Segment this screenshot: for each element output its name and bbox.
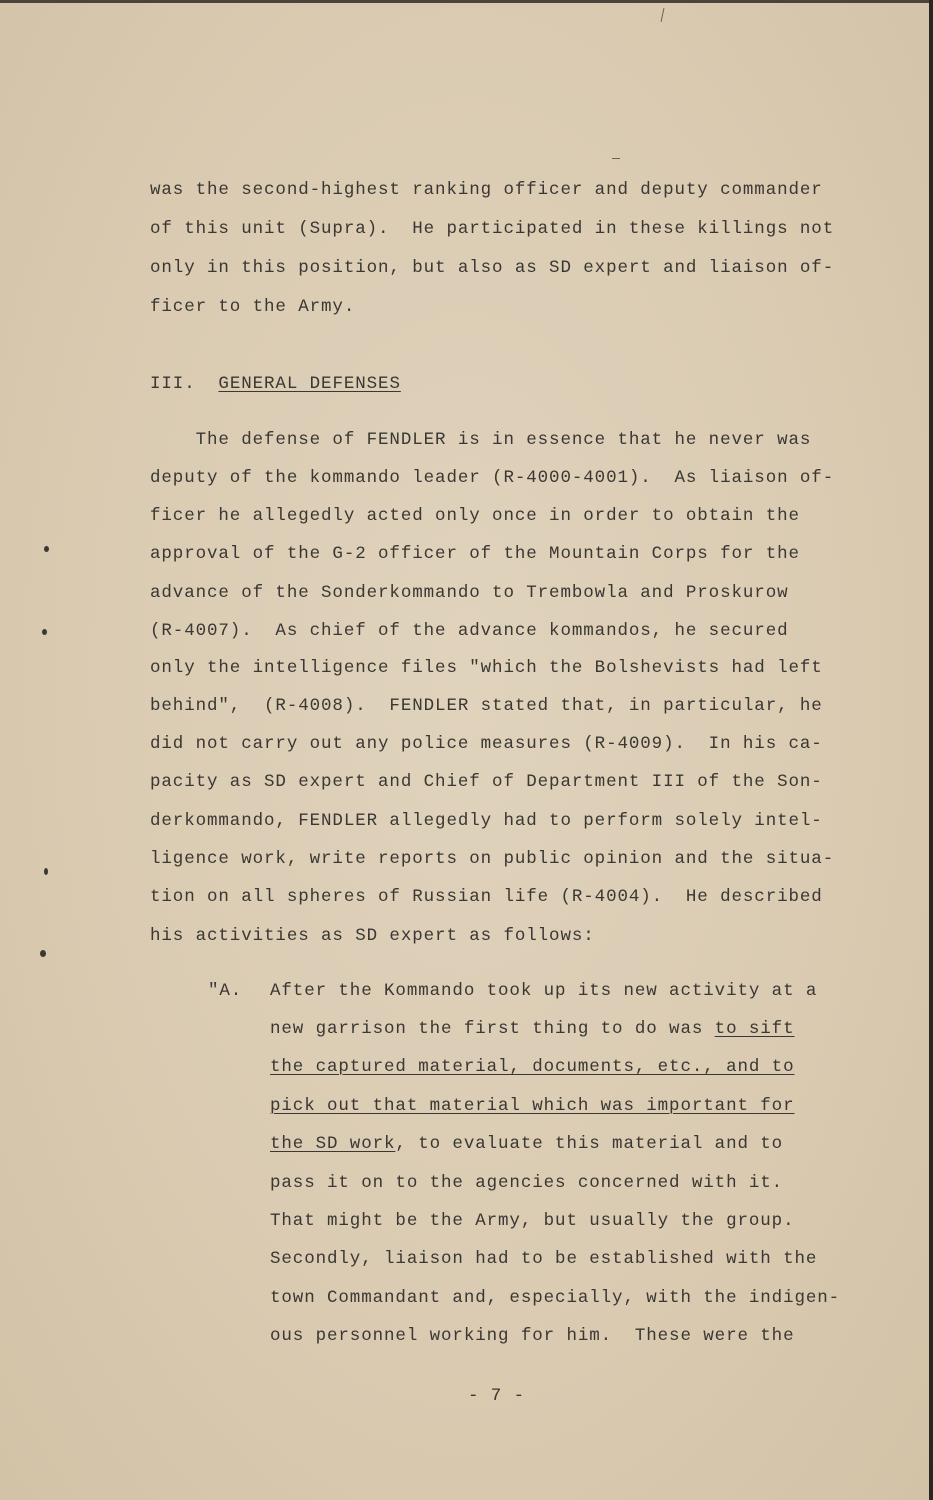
- quote-line: pass it on to the agencies concerned with it.: [270, 1173, 784, 1193]
- paragraph-line: The defense of FENDLER is in essence that he never was: [150, 430, 812, 450]
- section-heading: [150, 374, 401, 394]
- quote-line: town Commandant and, especially, with the indigen-: [270, 1288, 841, 1308]
- binder-mark: [44, 546, 49, 552]
- quote-line: That might be the Army, but usually the group.: [270, 1211, 795, 1231]
- quote-text: new garrison the first thing to do was: [270, 1019, 715, 1039]
- pencil-mark: [661, 8, 665, 22]
- paragraph-line: deputy of the kommando leader (R-4000-4001). As liaison of-: [150, 468, 835, 488]
- body-line: ficer to the Army.: [150, 297, 356, 317]
- page-edge-top: [0, 0, 933, 3]
- body-line: only in this position, but also as SD expert and liaison of-: [150, 258, 835, 278]
- page-number: - 7 -: [468, 1386, 526, 1406]
- paragraph-line: ligence work, write reports on public opinion and the situa-: [150, 849, 835, 869]
- quote-underlined-text: the SD work: [270, 1134, 396, 1154]
- paragraph-line: (R-4007). As chief of the advance kommandos, he secured: [150, 621, 789, 641]
- binder-mark: [40, 950, 46, 957]
- quote-line-underlined: pick out that material which was important for: [270, 1096, 795, 1116]
- binder-mark: [42, 629, 47, 635]
- quote-text: , to evaluate this material and to: [395, 1134, 784, 1154]
- paragraph-line: only the intelligence files "which the Bolshevists had left: [150, 658, 823, 678]
- paragraph-line: ficer he allegedly acted only once in order to obtain the: [150, 506, 800, 526]
- quote-line: ous personnel working for him. These were the: [270, 1326, 795, 1346]
- quote-line: After the Kommando took up its new activity at a: [270, 981, 818, 1001]
- binder-mark: [44, 868, 48, 875]
- paragraph-line: his activities as SD expert as follows:: [150, 926, 595, 946]
- paragraph-line: behind", (R-4008). FENDLER stated that, in particular, he: [150, 696, 823, 716]
- paragraph-line: derkommando, FENDLER allegedly had to perform solely intel-: [150, 811, 823, 831]
- body-line: of this unit (Supra). He participated in these killings not: [150, 219, 835, 239]
- page-edge-right: [929, 0, 933, 1500]
- paragraph-line: advance of the Sonderkommando to Trembowla and Proskurow: [150, 583, 789, 603]
- body-line: was the second-highest ranking officer and deputy commander: [150, 180, 823, 200]
- quote-marker: "A.: [208, 981, 243, 1001]
- quote-underlined-text: to sift: [714, 1019, 795, 1039]
- section-number: III.: [150, 374, 196, 394]
- section-title: GENERAL DEFENSES: [218, 374, 401, 394]
- paragraph-line: pacity as SD expert and Chief of Department III of the Son-: [150, 772, 823, 792]
- quote-line: Secondly, liaison had to be established with the: [270, 1249, 818, 1269]
- top-dash-mark: [612, 158, 620, 159]
- quote-line-underlined: the captured material, documents, etc., and to: [270, 1057, 795, 1077]
- quote-line: [270, 1134, 783, 1154]
- paragraph-line: tion on all spheres of Russian life (R-4004). He described: [150, 887, 823, 907]
- quote-line: [270, 1019, 794, 1039]
- paragraph-line: approval of the G-2 officer of the Mountain Corps for the: [150, 544, 800, 564]
- paragraph-line: did not carry out any police measures (R-4009). In his ca-: [150, 734, 823, 754]
